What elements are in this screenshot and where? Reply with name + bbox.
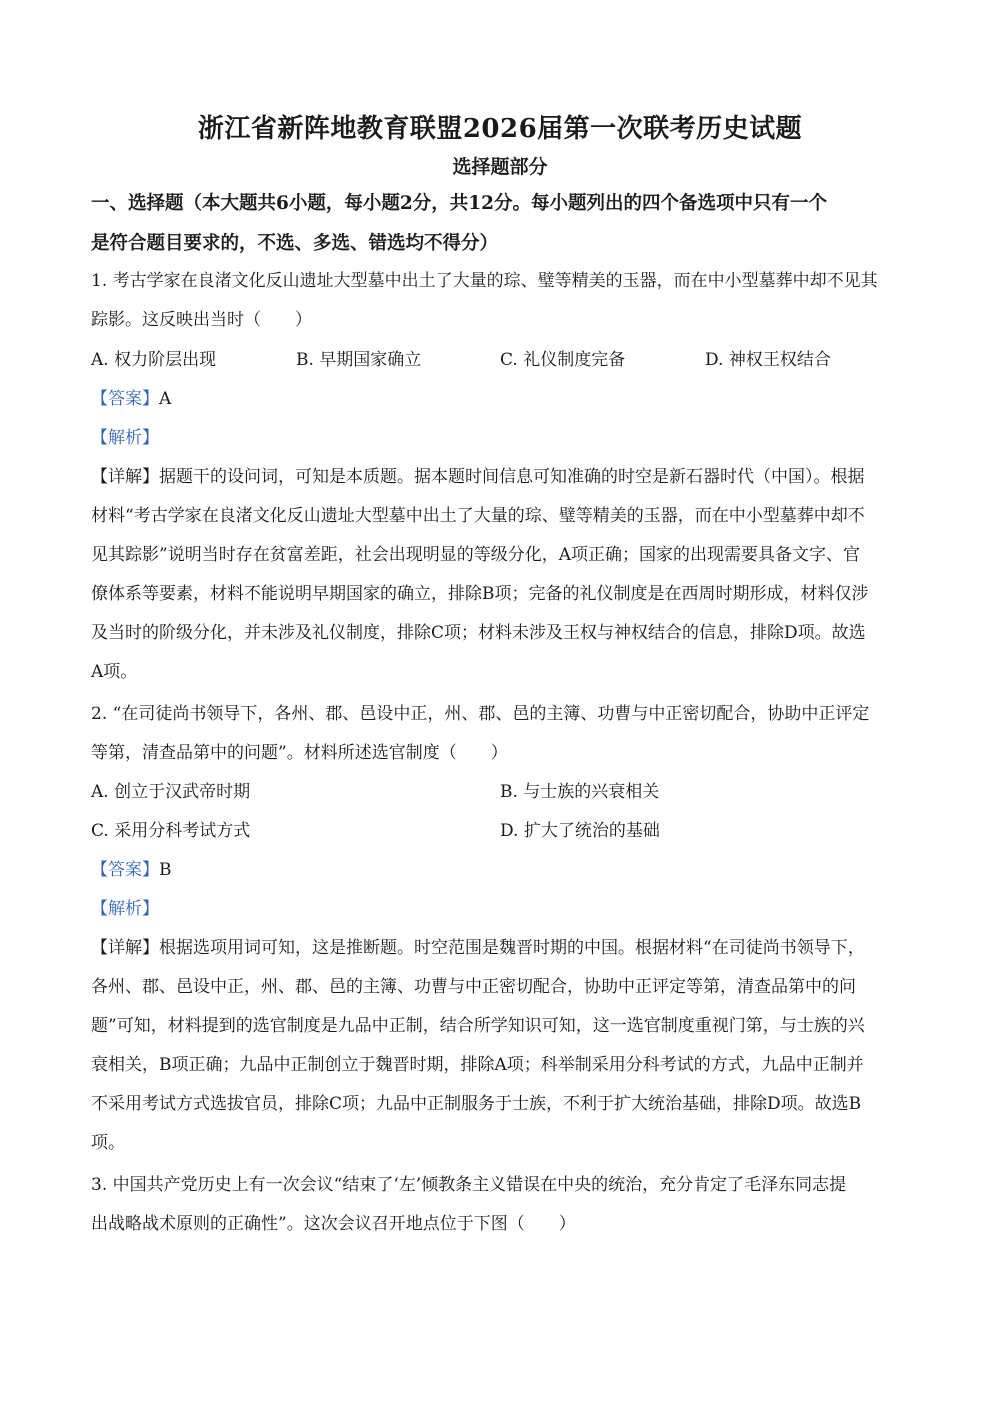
detail-line: 【详解】据题干的设问词，可知是本质题。据本题时间信息可知准确的时空是新石器时代（中国）。根据 [91,467,865,487]
detail-line: 衰相关，B项正确；九品中正制创立于魏晋时期，排除A项；科举制采用分科考试的方式，九品中正制并 [91,1055,864,1075]
q1-option-a: A. 权力阶层出现 [91,350,217,370]
q1-option-b: B. 早期国家确立 [296,350,422,370]
q2-answer [91,851,172,890]
detail-line: 不采用考试方式选拔官员，排除C项；九品中正制服务于士族，不利于扩大统治基础，排除D项。故选B [91,1094,862,1114]
detail-line: 项。 [91,1133,125,1153]
question-3-stem [91,1166,909,1244]
exam-title: 浙江省新阵地教育联盟2026届第一次联考历史试题 [197,114,803,144]
section-heading-line: 是符合题目要求的，不选、多选、错选均不得分） [91,233,499,254]
detail-line: 及当时的阶级分化，并未涉及礼仪制度，排除C项；材料未涉及王权与神权结合的信息，排除D项。故选 [91,623,866,643]
section-heading-line: 一、选择题（本大题共6小题，每小题2分，共12分。每小题列出的四个备选项中只有一个 [91,193,827,214]
q1-detail [91,458,909,692]
detail-line: 僚体系等要素，材料不能说明早期国家的确立，排除B项；完备的礼仪制度是在西周时期形成，材料仅涉 [91,584,869,604]
q2-option-d: D. 扩大了统治的基础 [500,821,660,841]
q2-analysis-tag: 【解析】 [91,899,159,919]
detail-line: 材料“考古学家在良渚文化反山遗址大型墓中出土了大量的琮、璧等精美的玉器，而在中小型墓葬中却不 [91,506,865,526]
q1-option-d: D. 神权王权结合 [705,350,831,370]
question-stem-line: 等第，清查品第中的问题”。材料所述选官制度（ ） [91,743,508,763]
q1-answer [91,380,171,419]
detail-line: 各州、郡、邑设中正，州、郡、邑的主簿、功曹与中正密切配合，协助中正评定等第，清查品第中的问 [91,977,856,997]
question-stem-line: 1. 考古学家在良渚文化反山遗址大型墓中出土了大量的琮、璧等精美的玉器，而在中小型墓葬中却不见其 [91,271,878,291]
answer-value: A [159,389,172,409]
question-stem-line: 3. 中国共产党历史上有一次会议“结束了‘左’倾教条主义错误在中央的统治，充分肯定了毛泽东同志提 [91,1175,847,1195]
detail-line: 【详解】根据选项用词可知，这是推断题。时空范围是魏晋时期的中国。根据材料“在司徒尚书领导下， [91,938,865,958]
answer-tag: 【答案】 [91,860,159,880]
question-stem-line: 2. “在司徒尚书领导下，各州、郡、邑设中正，州、郡、邑的主簿、功曹与中正密切配合，协助中正评定 [91,704,870,724]
q2-option-c: C. 采用分科考试方式 [91,821,251,841]
q2-option-b: B. 与士族的兴衰相关 [500,782,660,802]
question-stem-line: 踪影。这反映出当时（ ） [91,310,312,330]
detail-line: 题”可知，材料提到的选官制度是九品中正制，结合所学知识可知，这一选官制度重视门第，与士族的兴 [91,1016,865,1036]
answer-tag: 【答案】 [91,389,159,409]
q2-option-a: A. 创立于汉武帝时期 [91,782,251,802]
detail-line: 见其踪影”说明当时存在贫富差距，社会出现明显的等级分化，A项正确；国家的出现需要具备文字、官 [91,545,860,565]
q2-detail [91,929,909,1163]
section-heading [91,184,909,264]
answer-value: B [159,860,172,880]
detail-line: A项。 [91,662,138,682]
q1-analysis-tag: 【解析】 [91,428,159,448]
section-subtitle: 选择题部分 [452,156,548,178]
question-1-stem [91,262,909,340]
question-2-stem [91,695,909,773]
q1-option-c: C. 礼仪制度完备 [500,350,626,370]
question-stem-line: 出战略战术原则的正确性”。这次会议召开地点位于下图（ ） [91,1214,576,1234]
